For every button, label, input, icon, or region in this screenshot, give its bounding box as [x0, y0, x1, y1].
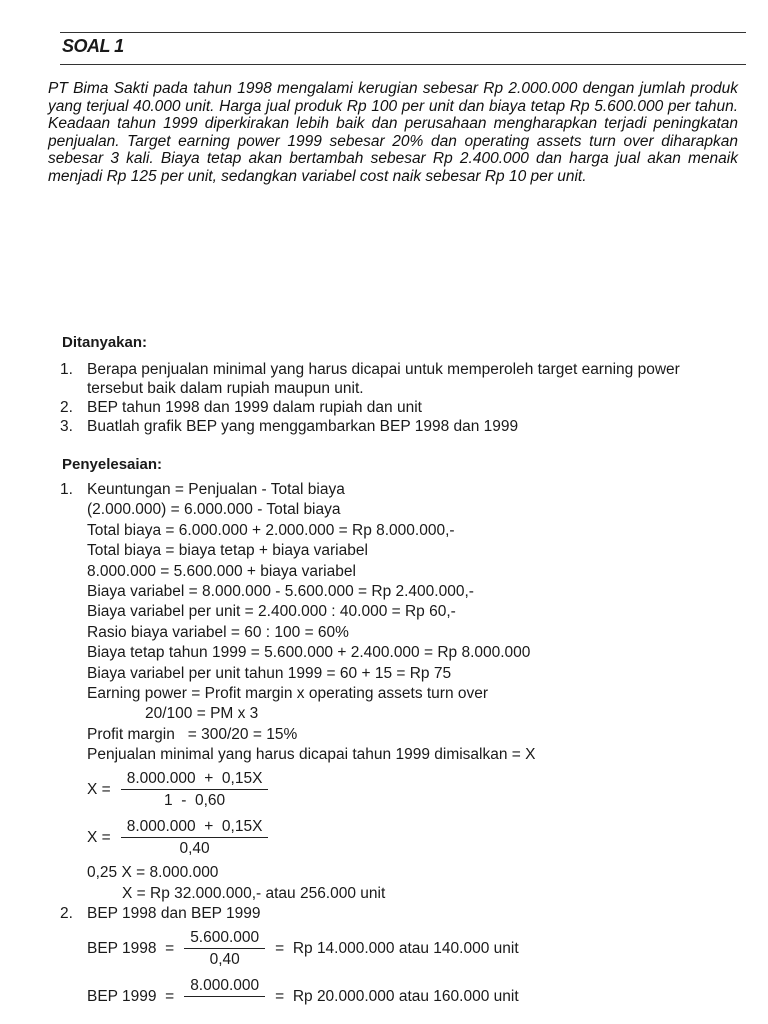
fraction-numerator: 8.000.000 [184, 976, 265, 997]
top-rule [60, 32, 746, 33]
fraction-rhs: = Rp 20.000.000 atau 160.000 unit [275, 988, 519, 1006]
pm-equation: 20/100 = PM x 3 [145, 705, 259, 723]
problem-statement: PT Bima Sakti pada tahun 1998 mengalami kerugian sebesar Rp 2.000.000 dengan jumlah produk yang terjual 40.000 unit. Harga jual produk Rp 100 per unit dan biaya tetap Rp 5.600.000 per tahun. Keadaan tahun 1999 diperkirakan lebih baik dan perusahaan mengharapkan terjadi peningkatan penjualan. Target earning power 1999 sebesar 20% dan operating assets turn over diharapkan sebesar 3 kali. Biaya tetap akan bertambah sebesar Rp 2.400.000 dan harga jual akan menaik menjadi Rp 125 per unit, sedangkan variabel cost naik sebesar Rp 10 per unit. [48, 80, 738, 185]
question-number: 2. [60, 399, 73, 416]
bep-1998-equation [60, 925, 740, 973]
heading-underline-rule [60, 64, 746, 65]
bep-1999-equation [60, 973, 740, 1021]
solution-line: Biaya tetap tahun 1999 = 5.600.000 + 2.400.000 = Rp 8.000.000 [87, 644, 531, 662]
fraction [121, 817, 269, 858]
solution-line: Rasio biaya variabel = 60 : 100 = 60% [87, 623, 349, 641]
solution-body [60, 480, 740, 1021]
questions-label: Ditanyakan: [62, 334, 148, 351]
fraction-denominator: 0,40 [179, 839, 210, 857]
question-number: 1. [60, 361, 73, 378]
fraction-equation [60, 813, 740, 861]
solution-text: BEP 1998 dan BEP 1999 [87, 905, 261, 923]
fraction-denominator [223, 997, 227, 1017]
solution-line: Biaya variabel = 8.000.000 - 5.600.000 = Rp 2.400.000,- [87, 582, 474, 600]
fraction [184, 976, 265, 1017]
solution-number: 2. [60, 905, 73, 923]
questions-list [60, 360, 720, 436]
fraction-denominator: 1 - 0,60 [163, 791, 226, 809]
fraction-numerator: 5.600.000 [184, 928, 265, 949]
fraction-lhs: BEP 1998 = [87, 940, 175, 958]
fraction-lhs: X = [87, 780, 111, 798]
fraction-lhs: X = [87, 828, 111, 846]
question-text: BEP tahun 1998 dan 1999 dalam rupiah dan unit [87, 399, 422, 416]
fraction-rhs: = Rp 14.000.000 atau 140.000 unit [275, 940, 519, 958]
fraction [184, 928, 265, 969]
solution-line [60, 480, 740, 500]
solution-text: Keuntungan = Penjualan - Total biaya [87, 481, 345, 498]
result-line: X = Rp 32.000.000,- atau 256.000 unit [122, 884, 386, 902]
solution-line: Biaya variabel per unit = 2.400.000 : 40.000 = Rp 60,- [87, 603, 456, 621]
fraction-equation [60, 765, 740, 813]
fraction [121, 769, 269, 810]
fraction-numerator: 8.000.000 + 0,15X [121, 769, 269, 790]
solution-line [60, 904, 740, 924]
solution-line: (2.000.000) = 6.000.000 - Total biaya [87, 501, 341, 519]
solution-number: 1. [60, 481, 73, 498]
question-text: Berapa penjualan minimal yang harus dicapai untuk memperoleh target earning power tersebut baik dalam rupiah maupun unit. [87, 361, 680, 397]
fraction-numerator: 8.000.000 + 0,15X [121, 817, 269, 838]
solution-line: Earning power = Profit margin x operating assets turn over [87, 684, 489, 702]
sales-intro-line: Penjualan minimal yang harus dicapai tahun 1999 dimisalkan = X [87, 746, 536, 764]
question-text: Buatlah grafik BEP yang menggambarkan BEP 1998 dan 1999 [87, 418, 519, 435]
solution-label: Penyelesaian: [62, 456, 163, 473]
solution-line: 8.000.000 = 5.600.000 + biaya variabel [87, 562, 356, 580]
profit-margin-line: Profit margin = 300/20 = 15% [87, 725, 298, 743]
question-item [60, 398, 720, 417]
result-line: 0,25 X = 8.000.000 [87, 864, 219, 882]
solution-line: Biaya variabel per unit tahun 1999 = 60 + 15 = Rp 75 [87, 664, 452, 682]
fraction-denominator: 0,40 [209, 951, 240, 969]
question-item [60, 417, 720, 436]
fraction-lhs: BEP 1999 = [87, 988, 175, 1006]
solution-line: Total biaya = biaya tetap + biaya variabel [87, 542, 368, 560]
section-heading: SOAL 1 [62, 36, 124, 56]
question-number: 3. [60, 418, 73, 435]
solution-line: Total biaya = 6.000.000 + 2.000.000 = Rp 8.000.000,- [87, 521, 455, 539]
question-item [60, 360, 720, 398]
